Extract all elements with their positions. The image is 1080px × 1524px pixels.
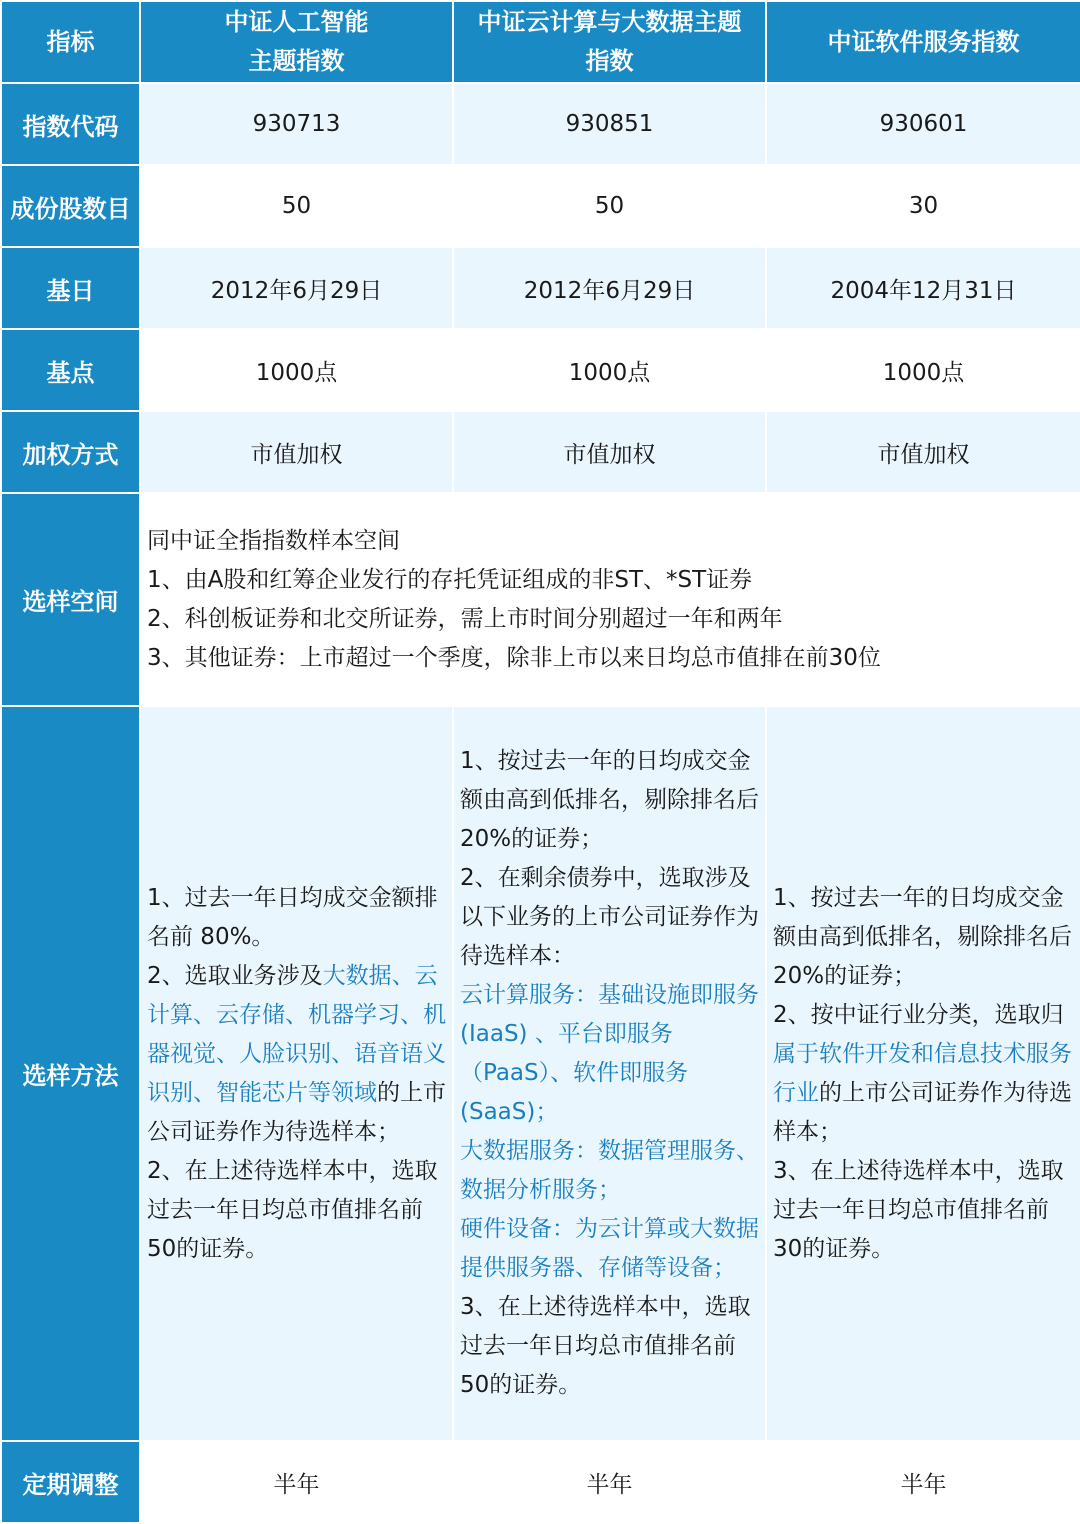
value-count-cloud: 50 — [453, 165, 766, 247]
method-software-step1: 1、按过去一年的日均成交金额由高到低排名，剔除排名后20%的证券； — [773, 884, 1072, 989]
method-ai-business-scope: 大数据、云计算、云存储、机器学习、机器视觉、人脸识别、语音语义识别、智能芯片等领域 — [147, 962, 446, 1106]
label-weighting: 加权方式 — [1, 411, 140, 493]
header-col-ai-line2: 主题指数 — [248, 47, 345, 75]
method-software-step2 — [773, 996, 1076, 1152]
value-code-ai: 930713 — [140, 83, 453, 165]
method-software-industry: 属于软件开发和信息技术服务行业 — [773, 1040, 1072, 1106]
method-ai-step1: 1、过去一年日均成交金额排名前 80%。 — [147, 884, 438, 950]
value-rebalance-software: 半年 — [766, 1441, 1080, 1523]
row-base-point — [1, 329, 1080, 411]
method-cloud — [453, 706, 766, 1441]
method-ai-step2-post: 的上市公司证券作为待选样本； — [147, 1079, 446, 1145]
header-col-ai-index — [140, 1, 453, 83]
row-base-date — [1, 247, 1080, 329]
value-code-software: 930601 — [766, 83, 1080, 165]
header-row — [1, 1, 1080, 83]
label-base-date: 基日 — [1, 247, 140, 329]
row-constituent-count — [1, 165, 1080, 247]
method-cloud-step1: 1、按过去一年的日均成交金额由高到低排名，剔除排名后20%的证券； — [460, 748, 759, 852]
row-rebalance — [1, 1441, 1080, 1523]
value-base-date-cloud: 2012年6月29日 — [453, 247, 766, 329]
label-base-point: 基点 — [1, 329, 140, 411]
value-base-date-ai: 2012年6月29日 — [140, 247, 453, 329]
row-selection-method — [1, 706, 1080, 1441]
value-base-point-ai: 1000点 — [140, 329, 453, 411]
row-selection-universe — [1, 493, 1080, 706]
value-weighting-ai: 市值加权 — [140, 411, 453, 493]
method-cloud-business-hardware: 硬件设备：为云计算或大数据提供服务器、存储等设备； — [460, 1216, 759, 1281]
method-ai-step2-pre: 2、选取业务涉及 — [147, 962, 323, 989]
universe-line: 1、由A股和红筹企业发行的存托凭证组成的非ST、*ST证券 — [147, 566, 753, 593]
method-cloud-step2: 2、在剩余债券中，选取涉及以下业务的上市公司证券作为待选样本： — [460, 865, 759, 969]
value-base-point-software: 1000点 — [766, 329, 1080, 411]
universe-line: 同中证全指指数样本空间 — [147, 527, 400, 554]
header-label: 指标 — [1, 1, 140, 83]
method-ai — [140, 706, 453, 1441]
value-weighting-software: 市值加权 — [766, 411, 1080, 493]
header-col-cloud-index — [453, 1, 766, 83]
value-rebalance-cloud: 半年 — [453, 1441, 766, 1523]
label-rebalance: 定期调整 — [1, 1441, 140, 1523]
header-col-ai-line1: 中证人工智能 — [224, 8, 369, 36]
method-cloud-business-bigdata: 大数据服务：数据管理服务、数据分析服务； — [460, 1138, 759, 1203]
method-software-step3: 3、在上述待选样本中，选取过去一年日均总市值排名前30的证券。 — [773, 1157, 1064, 1262]
method-ai-step2 — [147, 957, 448, 1152]
value-base-point-cloud: 1000点 — [453, 329, 766, 411]
method-ai-step3: 2、在上述待选样本中，选取过去一年日均总市值排名前50的证券。 — [147, 1157, 438, 1262]
method-software-step2-post: 的上市公司证券作为待选样本； — [773, 1079, 1072, 1145]
value-weighting-cloud: 市值加权 — [453, 411, 766, 493]
header-col-software-index: 中证软件服务指数 — [766, 1, 1080, 83]
label-selection-universe: 选样空间 — [1, 493, 140, 706]
value-code-cloud: 930851 — [453, 83, 766, 165]
method-software — [766, 706, 1080, 1441]
row-index-code — [1, 83, 1080, 165]
value-count-software: 30 — [766, 165, 1080, 247]
row-weighting — [1, 411, 1080, 493]
method-cloud-business-cloud: 云计算服务：基础设施即服务 (IaaS) 、平台即服务（PaaS）、软件即服务(SaaS)； — [460, 982, 759, 1125]
label-index-code: 指数代码 — [1, 83, 140, 165]
value-rebalance-ai: 半年 — [140, 1441, 453, 1523]
header-col-cloud-line1: 中证云计算与大数据主题 — [477, 8, 742, 36]
universe-line: 3、其他证券：上市超过一个季度，除非上市以来日均总市值排在前30位 — [147, 644, 881, 671]
universe-line: 2、科创板证券和北交所证券，需上市时间分别超过一年和两年 — [147, 605, 783, 632]
value-count-ai: 50 — [140, 165, 453, 247]
method-software-step2-pre: 2、按中证行业分类，选取归 — [773, 1001, 1064, 1028]
header-col-cloud-line2: 指数 — [585, 47, 634, 75]
label-constituent-count: 成份股数目 — [1, 165, 140, 247]
value-selection-universe — [140, 493, 1080, 706]
value-base-date-software: 2004年12月31日 — [766, 247, 1080, 329]
method-cloud-step3: 3、在上述待选样本中，选取过去一年日均总市值排名前50的证券。 — [460, 1294, 751, 1398]
label-selection-method: 选样方法 — [1, 706, 140, 1441]
